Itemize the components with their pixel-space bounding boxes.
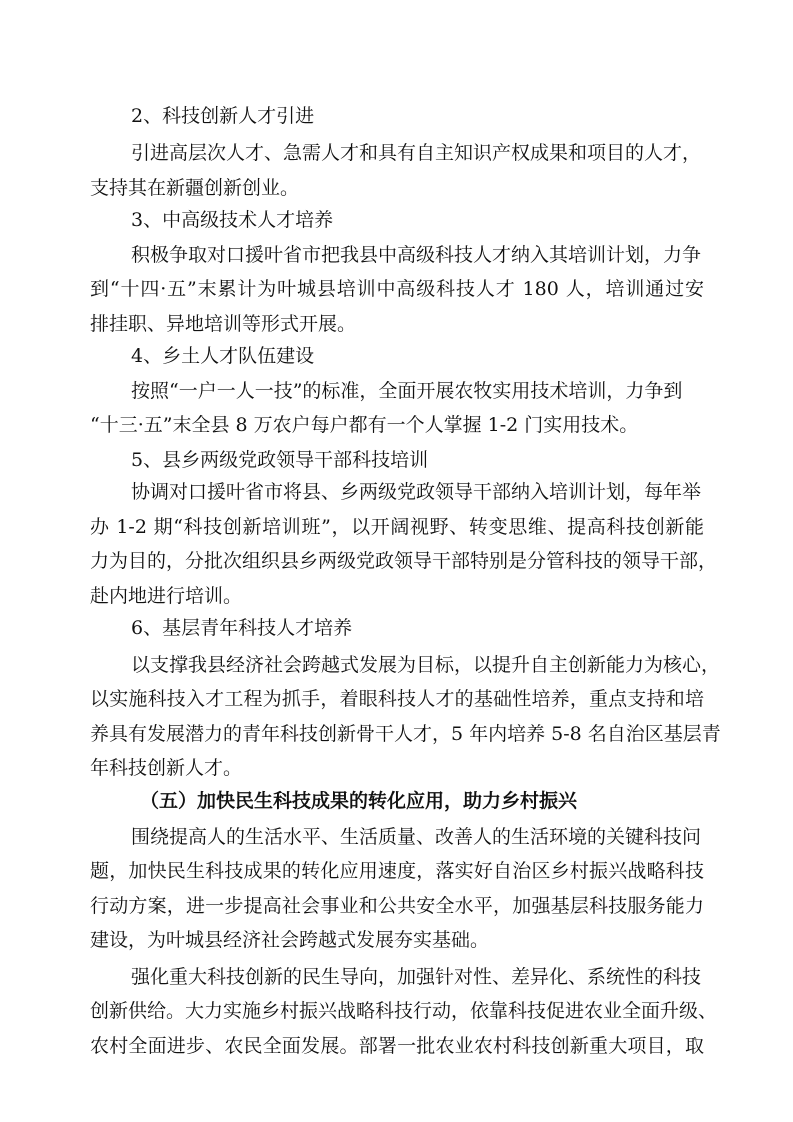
paragraph-line: 积极争取对口援叶省市把我县中高级科技人才纳入其培训计划，力争 (131, 244, 702, 266)
paragraph-line: 农村全面进步、农民全面发展。部署一批农业农村科技创新重大项目，取 (90, 1035, 704, 1057)
paragraph-line: 排挂职、异地培训等形式开展。 (90, 313, 357, 335)
paragraph-line: 按照“一户一人一技”的标准，全面开展农牧实用技术培训，力争到 (131, 380, 683, 402)
subheading-local-talent: 4、乡土人才队伍建设 (131, 345, 315, 367)
paragraph-line: 行动方案，进一步提高社会事业和公共安全水平，加强基层科技服务能力 (90, 895, 704, 917)
subheading-mid-senior-training: 3、中高级技术人才培养 (131, 209, 334, 231)
subheading-youth-talent: 6、基层青年科技人才培养 (131, 617, 353, 639)
paragraph-line: 建设，为叶城县经济社会跨越式发展夯实基础。 (90, 929, 490, 951)
paragraph-line: 题，加快民生科技成果的转化应用速度，落实好自治区乡村振兴战略科技 (90, 860, 704, 882)
paragraph-line: 支持其在新疆创新创业。 (90, 177, 300, 199)
section-heading-five: （五）加快民生科技成果的转化应用，助力乡村振兴 (140, 790, 578, 812)
paragraph-line: 协调对口援叶省市将县、乡两级党政领导干部纳入培训计划，每年举 (131, 481, 702, 503)
paragraph-line: 赴内地进行培训。 (90, 585, 243, 607)
subheading-talent-introduction: 2、科技创新人才引进 (131, 105, 315, 127)
paragraph-line: 强化重大科技创新的民生导向，加强针对性、差异化、系统性的科技 (131, 966, 702, 988)
paragraph-line: 年科技创新人才。 (90, 757, 243, 779)
paragraph-line: 办 1-2 期“科技创新培训班”，以开阔视野、转变思维、提高科技创新能 (90, 516, 704, 538)
paragraph-line: 围绕提高人的生活水平、生活质量、改善人的生活环境的关键科技问 (131, 826, 702, 848)
paragraph-line: 以支撑我县经济社会跨越式发展为目标，以提升自主创新能力为核心， (131, 654, 721, 676)
paragraph-line: 到“十四·五”末累计为叶城县培训中高级科技人才 180 人，培训通过安 (90, 278, 704, 300)
paragraph-line: 养具有发展潜力的青年科技创新骨干人才，5 年内培养 5-8 名自治区基层青 (90, 723, 721, 745)
paragraph-line: “十三·五”末全县 8 万农户每户都有一个人掌握 1-2 门实用技术。 (90, 414, 639, 436)
paragraph-line: 创新供给。大力实施乡村振兴战略科技行动，依靠科技促进农业全面升级、 (90, 1000, 718, 1022)
paragraph-line: 以实施科技入才工程为抓手，着眼科技人才的基础性培养，重点支持和培 (90, 688, 704, 710)
paragraph-line: 引进高层次人才、急需人才和具有自主知识产权成果和项目的人才， (131, 142, 702, 164)
subheading-cadre-training: 5、县乡两级党政领导干部科技培训 (131, 449, 429, 471)
paragraph-line: 力为目的，分批次组织县乡两级党政领导干部特别是分管科技的领导干部， (90, 550, 718, 572)
